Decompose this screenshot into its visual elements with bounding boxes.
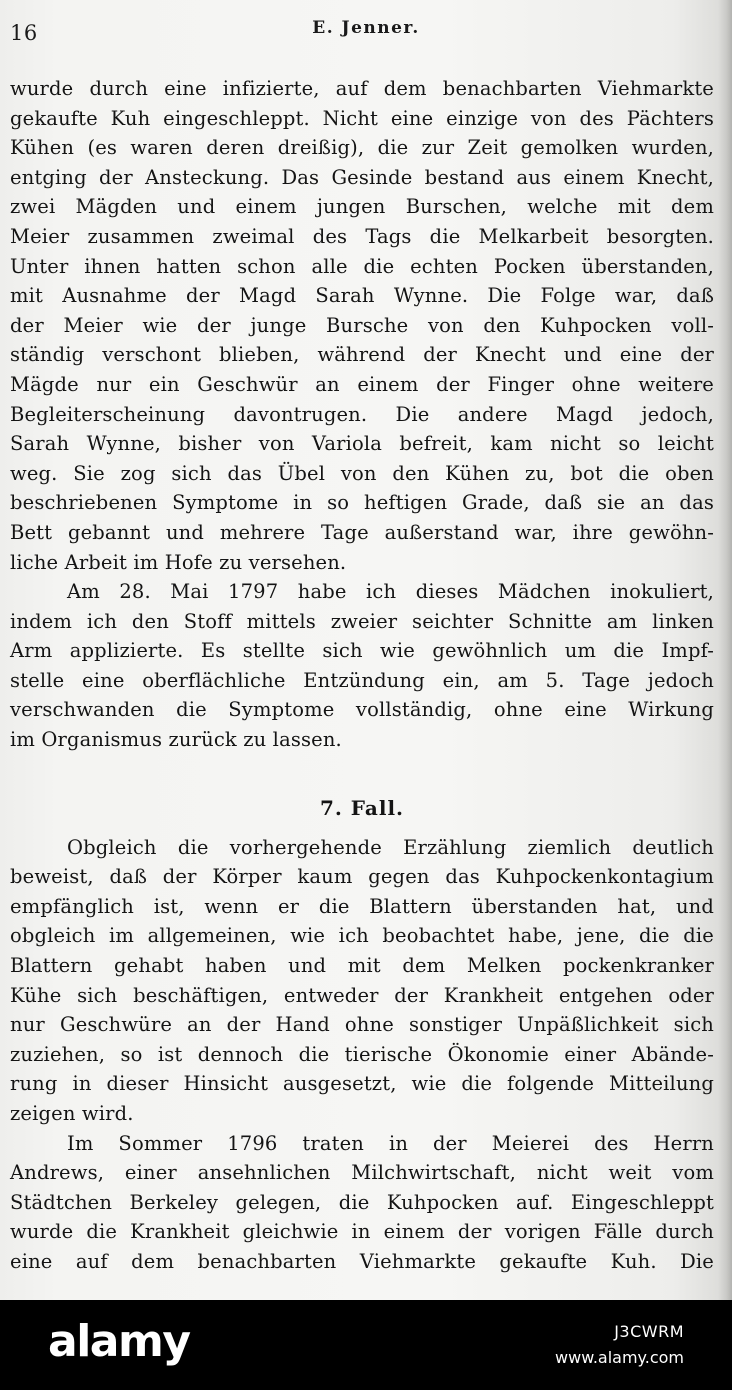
text-line: Obgleich die vorhergehende Erzählung ziemlich deutlich <box>67 835 714 859</box>
text-line: stelle eine oberflächliche Entzündung ein, am 5. Tage jedoch <box>10 668 714 692</box>
text-line: verschwanden die Symptome vollständig, ohne eine Wirkung <box>10 698 714 722</box>
text-line: liche Arbeit im Hofe zu versehen. <box>10 550 347 574</box>
text-line: zuziehen, so ist dennoch die tierische Ökonomie einer Abände- <box>10 1042 714 1066</box>
text-line: Kühe sich beschäftigen, entweder der Krankheit entgehen oder <box>10 983 714 1007</box>
text-line: mit Ausnahme der Magd Sarah Wynne. Die Folge war, daß <box>10 284 714 308</box>
text-line: Blattern gehabt haben und mit dem Melken pockenkranker <box>10 954 714 978</box>
text-line: Im Sommer 1796 traten in der Meierei des Herrn <box>67 1131 714 1155</box>
text-line: Sarah Wynne, bisher von Variola befreit, kam nicht so leicht <box>10 432 714 456</box>
text-line: im Organismus zurück zu lassen. <box>10 728 342 752</box>
text-line: Kühen (es waren deren dreißig), die zur Zeit gemolken wurden, <box>10 136 714 160</box>
text-line: Meier zusammen zweimal des Tags die Melkarbeit besorgten. <box>10 224 714 248</box>
text-line: Am 28. Mai 1797 habe ich dieses Mädchen inokuliert, <box>67 580 714 604</box>
text-line: Begleiterscheinung davontrugen. Die andere Magd jedoch, <box>10 402 714 426</box>
text-line: obgleich im allgemeinen, wie ich beobachtet habe, jene, die die <box>10 924 714 948</box>
text-line: eine auf dem benachbarten Viehmarkte gekaufte Kuh. Die <box>10 1249 714 1273</box>
text-line: Städtchen Berkeley gelegen, die Kuhpocken auf. Eingeschleppt <box>10 1190 714 1214</box>
section-heading: 7. Fall. <box>319 795 405 820</box>
text-line: weg. Sie zog sich das Übel von den Kühen zu, bot die oben <box>10 461 714 485</box>
text-line: ständig verschont blieben, während der Knecht und eine der <box>10 343 714 367</box>
text-line: indem ich den Stoff mittels zweier seichter Schnitte am linken <box>10 609 714 633</box>
text-line: rung in dieser Hinsicht ausgesetzt, wie die folgende Mitteilung <box>10 1072 714 1096</box>
section-spacer <box>10 825 714 833</box>
text-line: beweist, daß der Körper kaum gegen das Kuhpockenkontagium <box>10 865 714 889</box>
text-line: Unter ihnen hatten schon alle die echten Pocken überstanden, <box>10 254 714 278</box>
text-line: nur Geschwüre an der Hand ohne sonstiger Unpäßlichkeit sich <box>10 1013 714 1037</box>
footer-url[interactable]: www.alamy.com <box>555 1348 684 1367</box>
text-line: empfänglich ist, wenn er die Blattern überstanden hat, und <box>10 894 714 918</box>
text-line: Arm applizierte. Es stellte sich wie gewöhnlich um die Impf- <box>10 639 714 663</box>
text-line: Bett gebannt und mehrere Tage außerstand war, ihre gewöhn- <box>10 520 714 544</box>
text-line: wurde durch eine infizierte, auf dem benachbarten Viehmarkte <box>10 77 714 100</box>
text-line: der Meier wie der junge Bursche von den Kuhpocken voll- <box>10 313 714 337</box>
page-edge-shadow <box>718 0 732 1300</box>
text-line: entging der Ansteckung. Das Gesinde bestand aus einem Knecht, <box>10 165 714 189</box>
section-spacer <box>10 755 714 791</box>
running-head: E. Jenner. <box>312 18 420 38</box>
text-line: gekaufte Kuh eingeschleppt. Nicht eine einzige von des Pächters <box>10 106 714 130</box>
body-text <box>10 74 714 1277</box>
text-line: beschriebenen Symptome in so heftigen Grade, daß sie an das <box>10 491 714 515</box>
text-line: zwei Mägden und einem jungen Burschen, welche mit dem <box>10 195 714 219</box>
text-line: Mägde nur ein Geschwür an einem der Finger ohne weitere <box>10 372 714 396</box>
brand-logo[interactable]: alamy <box>48 1316 190 1367</box>
image-id: J3CWRM <box>614 1322 684 1341</box>
page-number: 16 <box>10 21 38 45</box>
text-line: wurde die Krankheit gleichwie in einem der vorigen Fälle durch <box>10 1220 714 1244</box>
text-line: Andrews, einer ansehnlichen Milchwirtschaft, nicht weit vom <box>10 1161 714 1185</box>
text-line: zeigen wird. <box>10 1102 134 1125</box>
